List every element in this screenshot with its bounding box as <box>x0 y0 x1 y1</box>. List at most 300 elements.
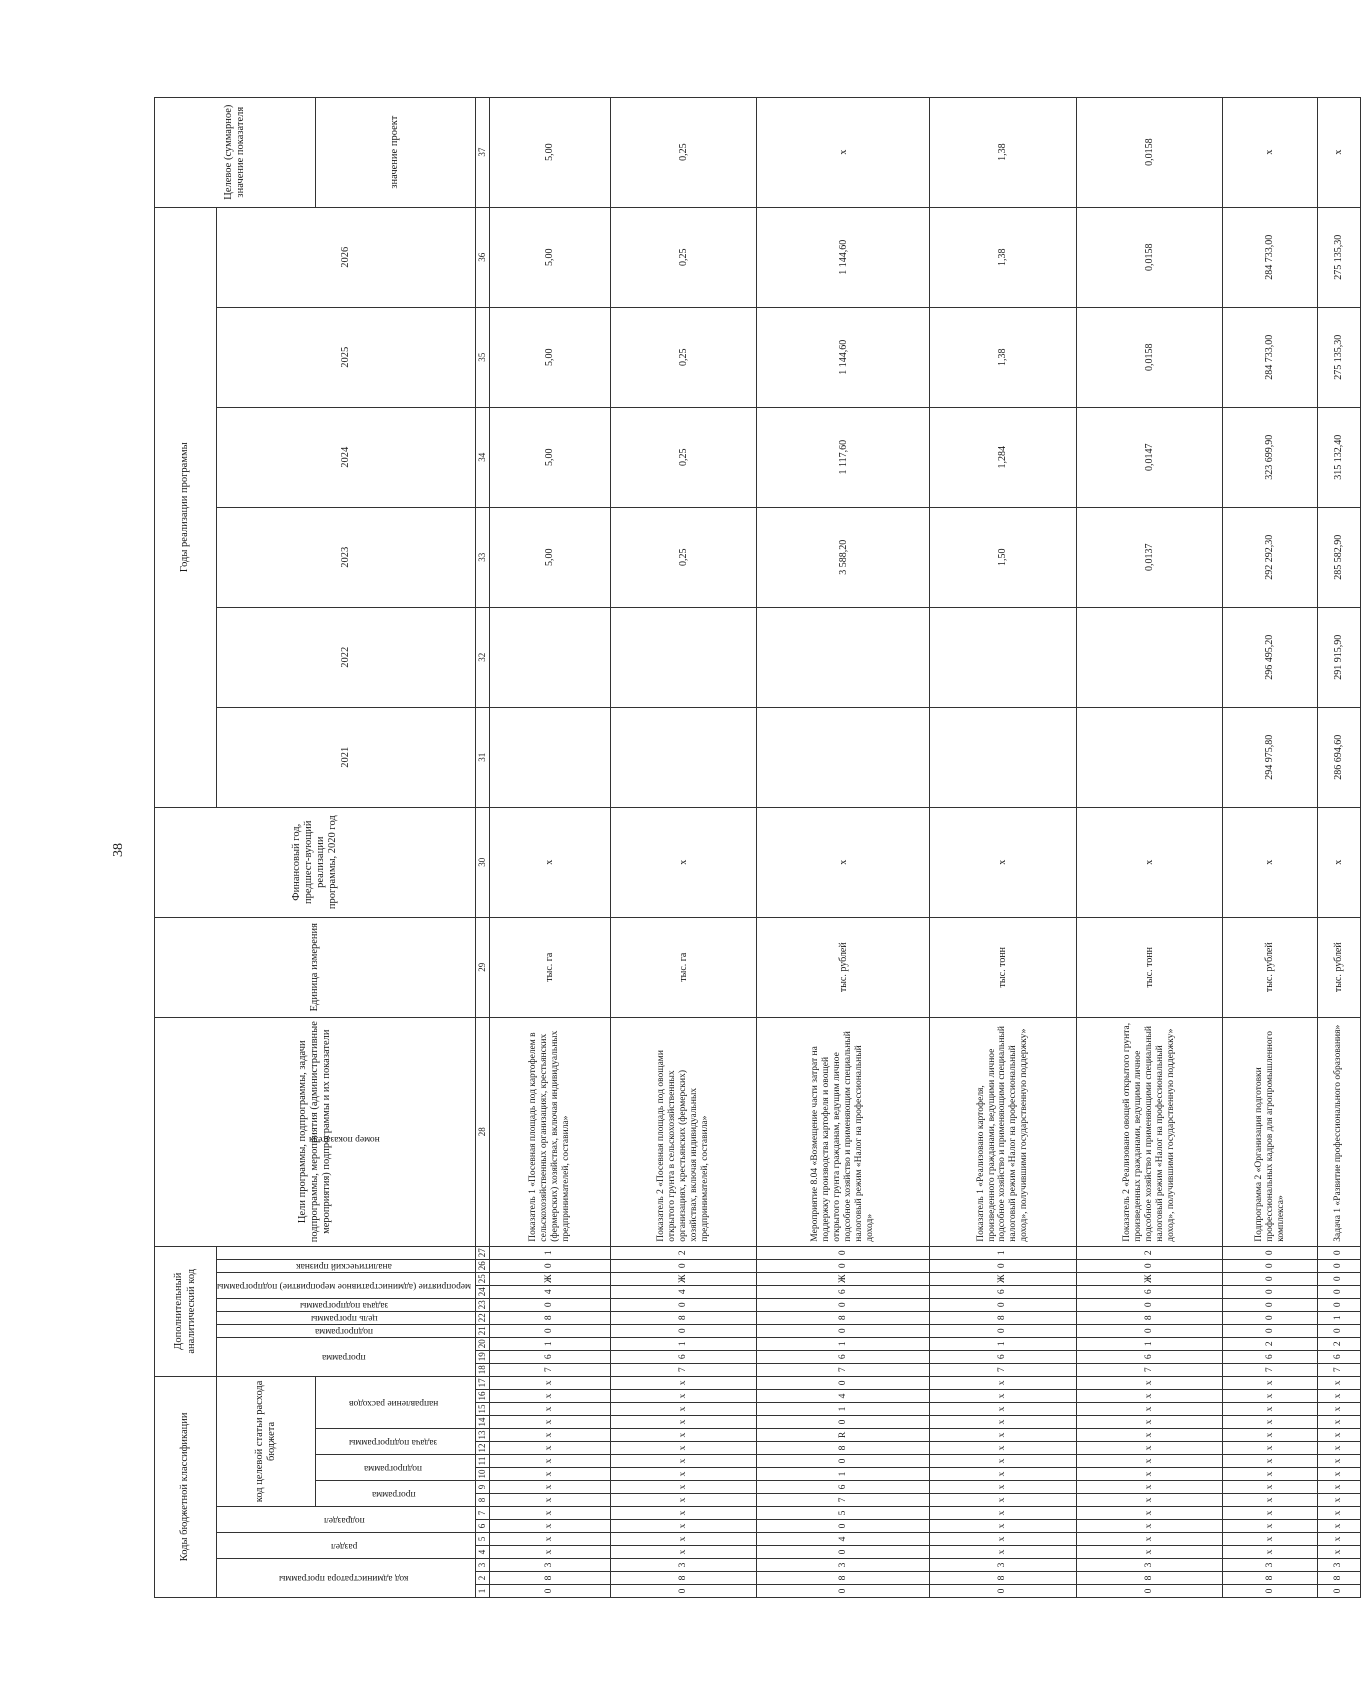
column-index-cell: 21 <box>476 1324 490 1337</box>
value-2025-cell: 275 135,30 <box>1318 307 1361 407</box>
code-cell: x <box>1076 1442 1223 1455</box>
table-body <box>490 97 1361 1597</box>
column-index-cell: 9 <box>476 1481 490 1494</box>
year-2024-header: 2024 <box>217 407 476 507</box>
code-cell: x <box>490 1494 611 1507</box>
column-index-cell: 20 <box>476 1337 490 1350</box>
subsection-header: подраздел <box>217 1507 476 1533</box>
row-name-cell: Задача 1 «Развитие профессионального образования» <box>1318 1017 1361 1246</box>
code-cell: 6 <box>1318 1350 1361 1363</box>
code-cell: x <box>490 1455 611 1468</box>
code-cell: 6 <box>757 1481 930 1494</box>
code-cell: x <box>1076 1403 1223 1416</box>
code-cell: Ж <box>930 1272 1077 1285</box>
years-header: Годы реализации программы <box>155 207 217 807</box>
value-2023-cell: 0,25 <box>610 507 757 607</box>
code-cell: x <box>1318 1481 1361 1494</box>
code-cell: 8 <box>757 1442 930 1455</box>
code-cell: x <box>930 1507 1077 1520</box>
code-cell: 0 <box>757 1416 930 1429</box>
value-2024-cell: 1 117,60 <box>757 407 930 507</box>
code-cell: x <box>930 1520 1077 1533</box>
code-cell: x <box>1076 1520 1223 1533</box>
table-row <box>490 97 611 1597</box>
rotated-table-wrapper <box>154 98 1345 1598</box>
code-cell: x <box>490 1481 611 1494</box>
column-index-cell: 8 <box>476 1494 490 1507</box>
code-cell: x <box>1076 1494 1223 1507</box>
code-cell: x <box>1223 1520 1318 1533</box>
unit-cell: тыс. тонн <box>1076 917 1223 1017</box>
code-cell: x <box>1318 1376 1361 1389</box>
code-cell: 3 <box>1223 1559 1318 1572</box>
code-cell: x <box>1318 1416 1361 1429</box>
code-cell: x <box>930 1494 1077 1507</box>
value-2022-cell: 291 915,90 <box>1318 607 1361 707</box>
code-cell: R <box>757 1429 930 1442</box>
fin-year-header: Финансовый год, предшест-вующий реализации программы, 2020 год <box>155 807 476 917</box>
code-cell: 8 <box>757 1572 930 1585</box>
code-cell: 7 <box>930 1363 1077 1376</box>
code-cell: x <box>1223 1416 1318 1429</box>
column-index-cell: 16 <box>476 1390 490 1403</box>
code-cell: Ж <box>1076 1272 1223 1285</box>
code-cell: x <box>490 1546 611 1559</box>
value-2021-cell <box>757 707 930 807</box>
page-number: 38 <box>111 843 126 857</box>
column-index-row <box>476 97 490 1597</box>
code-cell: 4 <box>757 1533 930 1546</box>
code-cell: 7 <box>610 1363 757 1376</box>
code-cell: 0 <box>757 1298 930 1311</box>
code-cell: x <box>610 1442 757 1455</box>
code-cell: 0 <box>490 1259 611 1272</box>
code-cell: 3 <box>1318 1559 1361 1572</box>
code-cell: x <box>610 1390 757 1403</box>
section-header: раздел <box>217 1533 476 1559</box>
column-index-cell: 27 <box>476 1246 490 1259</box>
code-cell: 8 <box>490 1311 611 1324</box>
code-cell: x <box>610 1546 757 1559</box>
code-cell: 0 <box>490 1298 611 1311</box>
table-row <box>1318 97 1361 1597</box>
code-cell: x <box>1318 1442 1361 1455</box>
code-cell: x <box>490 1468 611 1481</box>
value-2023-cell: 1,50 <box>930 507 1077 607</box>
code-cell: 1 <box>757 1468 930 1481</box>
row-name-cell: Показатель 2 «Посевная площадь под овощами открытого грунта в сельскохозяйственных организациях, крестьянских (фермерских) хозяйствах, включая индивидуальных предпринимателей, составила» <box>610 1017 757 1246</box>
code-cell: x <box>610 1455 757 1468</box>
code-cell: 0 <box>1223 1246 1318 1259</box>
code-cell: x <box>610 1416 757 1429</box>
value-2022-cell <box>490 607 611 707</box>
fin-year-cell: x <box>610 807 757 917</box>
code-cell: x <box>490 1376 611 1389</box>
value-2021-cell <box>490 707 611 807</box>
code-cell: x <box>490 1390 611 1403</box>
table-row <box>1223 97 1318 1597</box>
code-cell: 8 <box>610 1311 757 1324</box>
analytic-sign-header: аналитический признак <box>217 1259 476 1272</box>
code-cell: x <box>1076 1376 1223 1389</box>
dop-subprogram-task-header: задача подпрограммы <box>217 1298 476 1311</box>
code-cell: 8 <box>1223 1572 1318 1585</box>
column-index-cell: 35 <box>476 307 490 407</box>
value-2025-cell: 0,25 <box>610 307 757 407</box>
code-cell: 0 <box>757 1585 930 1598</box>
code-cell: x <box>490 1442 611 1455</box>
target-value-cell: 0,0158 <box>1076 97 1223 207</box>
code-cell: 0 <box>610 1585 757 1598</box>
code-cell: x <box>1223 1390 1318 1403</box>
unit-cell: тыс. га <box>490 917 611 1017</box>
code-cell: 7 <box>757 1494 930 1507</box>
unit-cell: тыс. рублей <box>1223 917 1318 1017</box>
code-cell: 0 <box>1318 1272 1361 1285</box>
row-name-cell: Подпрограмма 2 «Организация подготовки профессиональных кадров для агропромышленного комплекса» <box>1223 1017 1318 1246</box>
code-cell: 3 <box>930 1559 1077 1572</box>
column-index-cell: 26 <box>476 1259 490 1272</box>
table-row <box>1076 97 1223 1597</box>
code-cell: 7 <box>1223 1363 1318 1376</box>
value-2021-cell <box>1076 707 1223 807</box>
value-2022-cell <box>757 607 930 707</box>
row-name-cell: Мероприятие 8.04 «Возмещение части затрат на поддержку производства картофеля и овощей открытого грунта гражданам, ведущим личное подсобное хозяйство и применяющим специальный налоговый режим «Налог на профессиональный доход» <box>757 1017 930 1246</box>
code-cell: 0 <box>1076 1298 1223 1311</box>
expense-direction-header: направление расходов <box>315 1376 475 1428</box>
code-cell: x <box>1318 1429 1361 1442</box>
code-cell: x <box>1318 1507 1361 1520</box>
column-index-cell: 7 <box>476 1507 490 1520</box>
code-cell: 3 <box>1076 1559 1223 1572</box>
code-cell: 8 <box>1076 1572 1223 1585</box>
year-2022-header: 2022 <box>217 607 476 707</box>
code-cell: x <box>610 1481 757 1494</box>
code-cell: 1 <box>757 1403 930 1416</box>
code-cell: 7 <box>1076 1363 1223 1376</box>
target-sub-header: значение проект <box>315 97 475 207</box>
column-index-cell: 3 <box>476 1559 490 1572</box>
code-cell: 6 <box>490 1350 611 1363</box>
code-cell: 0 <box>757 1376 930 1389</box>
code-cell: 4 <box>610 1285 757 1298</box>
code-cell: 6 <box>1223 1350 1318 1363</box>
target-value-cell: 0,25 <box>610 97 757 207</box>
target-value-cell: 5,00 <box>490 97 611 207</box>
code-cell: 0 <box>1318 1285 1361 1298</box>
code-cell: x <box>1076 1468 1223 1481</box>
code-cell: 0 <box>757 1324 930 1337</box>
column-index-cell: 14 <box>476 1416 490 1429</box>
code-cell: 8 <box>610 1572 757 1585</box>
code-cell: x <box>490 1520 611 1533</box>
code-cell: x <box>1318 1494 1361 1507</box>
year-2021-header: 2021 <box>217 707 476 807</box>
table-row <box>757 97 930 1597</box>
column-index-cell: 6 <box>476 1520 490 1533</box>
code-cell: 4 <box>490 1285 611 1298</box>
code-cell: x <box>1076 1507 1223 1520</box>
code-cell: x <box>1076 1533 1223 1546</box>
value-2022-cell: 296 495,20 <box>1223 607 1318 707</box>
column-index-cell: 30 <box>476 807 490 917</box>
target-value-cell: x <box>1223 97 1318 207</box>
value-2026-cell: 1,38 <box>930 207 1077 307</box>
column-index-cell: 24 <box>476 1285 490 1298</box>
code-cell: x <box>610 1429 757 1442</box>
column-index-cell: 2 <box>476 1572 490 1585</box>
code-cell: 0 <box>1076 1259 1223 1272</box>
code-cell: Ж <box>757 1272 930 1285</box>
code-cell: 0 <box>1223 1585 1318 1598</box>
code-cell: 1 <box>930 1246 1077 1259</box>
code-cell: 1 <box>490 1337 611 1350</box>
code-cell: 7 <box>490 1363 611 1376</box>
column-index-cell: 29 <box>476 917 490 1017</box>
value-2023-cell: 292 292,30 <box>1223 507 1318 607</box>
value-2021-cell <box>610 707 757 807</box>
column-index-cell: 1 <box>476 1585 490 1598</box>
fin-year-cell: x <box>1076 807 1223 917</box>
value-2025-cell: 284 733,00 <box>1223 307 1318 407</box>
value-2025-cell: 1 144,60 <box>757 307 930 407</box>
code-cell: 8 <box>757 1311 930 1324</box>
code-cell: x <box>930 1533 1077 1546</box>
subprogram-task-header: задача подпрограммы <box>315 1429 475 1455</box>
code-cell: x <box>930 1403 1077 1416</box>
code-cell: 1 <box>930 1337 1077 1350</box>
code-cell: 0 <box>757 1546 930 1559</box>
row-name-cell: Показатель 2 «Реализовано овощей открытого грунта, произведенных гражданами, ведущими личное подсобное хозяйство и применяющими специальный налоговый режим «Налог на профессиональный доход», получившими государственную поддержку» <box>1076 1017 1223 1246</box>
value-2023-cell: 5,00 <box>490 507 611 607</box>
code-cell: 0 <box>1318 1298 1361 1311</box>
code-cell: x <box>1076 1546 1223 1559</box>
value-2024-cell: 5,00 <box>490 407 611 507</box>
year-2023-header: 2023 <box>217 507 476 607</box>
code-cell: 0 <box>930 1298 1077 1311</box>
code-cell: x <box>930 1546 1077 1559</box>
code-cell: 0 <box>1223 1311 1318 1324</box>
code-cell: 0 <box>610 1259 757 1272</box>
value-2025-cell: 0,0158 <box>1076 307 1223 407</box>
column-index-cell: 31 <box>476 707 490 807</box>
code-cell: x <box>1076 1455 1223 1468</box>
code-cell: 2 <box>610 1246 757 1259</box>
code-cell: 1 <box>757 1337 930 1350</box>
column-index-cell: 4 <box>476 1546 490 1559</box>
column-index-cell: 5 <box>476 1533 490 1546</box>
code-cell: x <box>490 1507 611 1520</box>
code-cell: 7 <box>757 1363 930 1376</box>
code-cell: 8 <box>930 1572 1077 1585</box>
value-2025-cell: 5,00 <box>490 307 611 407</box>
code-cell: 0 <box>610 1298 757 1311</box>
code-cell: 3 <box>610 1559 757 1572</box>
code-cell: x <box>1223 1481 1318 1494</box>
code-cell: 6 <box>610 1350 757 1363</box>
value-2026-cell: 284 733,00 <box>1223 207 1318 307</box>
column-index-cell: 36 <box>476 207 490 307</box>
column-index-cell: 11 <box>476 1455 490 1468</box>
code-cell: 4 <box>757 1390 930 1403</box>
code-cell: 0 <box>930 1259 1077 1272</box>
value-2026-cell: 0,25 <box>610 207 757 307</box>
unit-cell: тыс. тонн <box>930 917 1077 1017</box>
code-cell: x <box>490 1533 611 1546</box>
target-value-cell: x <box>757 97 930 207</box>
code-cell: 6 <box>757 1285 930 1298</box>
value-2022-cell <box>930 607 1077 707</box>
column-index-cell: 18 <box>476 1363 490 1376</box>
code-cell: x <box>1223 1376 1318 1389</box>
code-cell: 0 <box>930 1585 1077 1598</box>
code-cell: 3 <box>490 1559 611 1572</box>
fin-year-cell: x <box>1223 807 1318 917</box>
code-cell: x <box>610 1376 757 1389</box>
code-cell: x <box>1223 1455 1318 1468</box>
code-cell: x <box>490 1416 611 1429</box>
column-index-cell: 15 <box>476 1403 490 1416</box>
value-2023-cell: 285 582,90 <box>1318 507 1361 607</box>
unit-header: Единица измерения <box>155 917 476 1017</box>
code-cell: x <box>610 1533 757 1546</box>
code-cell: 0 <box>490 1324 611 1337</box>
column-index-cell: 10 <box>476 1468 490 1481</box>
indicator-number-header: номер показателя <box>217 1017 476 1259</box>
code-cell: 8 <box>1076 1311 1223 1324</box>
fin-year-cell: x <box>490 807 611 917</box>
value-2024-cell: 315 132,40 <box>1318 407 1361 507</box>
column-index-cell: 17 <box>476 1376 490 1389</box>
value-2023-cell: 0,0137 <box>1076 507 1223 607</box>
code-cell: x <box>1076 1390 1223 1403</box>
code-cell: 0 <box>757 1246 930 1259</box>
code-cell: 0 <box>1318 1324 1361 1337</box>
column-index-cell: 32 <box>476 607 490 707</box>
column-index-cell: 12 <box>476 1442 490 1455</box>
code-cell: 0 <box>1318 1259 1361 1272</box>
column-index-cell: 23 <box>476 1298 490 1311</box>
code-cell: x <box>930 1416 1077 1429</box>
table-row <box>610 97 757 1597</box>
value-2021-cell: 286 694,60 <box>1318 707 1361 807</box>
fin-year-cell: x <box>1318 807 1361 917</box>
column-index-cell: 33 <box>476 507 490 607</box>
code-cell: x <box>930 1468 1077 1481</box>
code-cell: x <box>1318 1533 1361 1546</box>
column-index-cell: 19 <box>476 1350 490 1363</box>
code-cell: x <box>1223 1442 1318 1455</box>
extra-code-header: Дополнительный аналитический код <box>155 1246 217 1376</box>
code-cell: 5 <box>757 1507 930 1520</box>
code-cell: 0 <box>1223 1324 1318 1337</box>
event-header: мероприятие (административное мероприятие) подпрограммы <box>217 1272 476 1298</box>
year-2025-header: 2025 <box>217 307 476 407</box>
code-cell: x <box>1076 1481 1223 1494</box>
code-cell: 6 <box>930 1285 1077 1298</box>
column-index-cell: 22 <box>476 1311 490 1324</box>
code-cell: x <box>930 1442 1077 1455</box>
unit-cell: тыс. га <box>610 917 757 1017</box>
table-row <box>930 97 1077 1597</box>
code-cell: 0 <box>1223 1298 1318 1311</box>
value-2026-cell: 0,0158 <box>1076 207 1223 307</box>
code-cell: x <box>930 1390 1077 1403</box>
dop-program-header: программа <box>217 1337 476 1376</box>
value-2023-cell: 3 588,20 <box>757 507 930 607</box>
target-value-cell: 1,38 <box>930 97 1077 207</box>
code-cell: 0 <box>1318 1585 1361 1598</box>
fin-year-cell: x <box>930 807 1077 917</box>
code-cell: 0 <box>757 1259 930 1272</box>
code-cell: x <box>1318 1468 1361 1481</box>
code-cell: 8 <box>1318 1572 1361 1585</box>
fin-year-cell: x <box>757 807 930 917</box>
column-index-cell: 13 <box>476 1429 490 1442</box>
code-cell: x <box>1223 1546 1318 1559</box>
code-cell: x <box>930 1481 1077 1494</box>
code-cell: x <box>610 1468 757 1481</box>
code-cell: x <box>930 1429 1077 1442</box>
value-2022-cell <box>610 607 757 707</box>
code-cell: 1 <box>490 1246 611 1259</box>
value-2026-cell: 275 135,30 <box>1318 207 1361 307</box>
code-cell: 2 <box>1318 1337 1361 1350</box>
row-name-cell: Показатель 1 «Посевная площадь под картофелем в сельскохозяйственных организациях, крестьянских (фермерских) хозяйствах, включая индивидуальных предпринимателей, составила» <box>490 1017 611 1246</box>
value-2024-cell: 0,0147 <box>1076 407 1223 507</box>
code-cell: 6 <box>1076 1285 1223 1298</box>
value-2026-cell: 5,00 <box>490 207 611 307</box>
code-cell: x <box>1318 1403 1361 1416</box>
column-index-cell: 25 <box>476 1272 490 1285</box>
code-cell: x <box>610 1507 757 1520</box>
value-2026-cell: 1 144,60 <box>757 207 930 307</box>
column-index-cell: 28 <box>476 1017 490 1246</box>
unit-cell: тыс. рублей <box>1318 917 1361 1017</box>
value-2024-cell: 323 699,90 <box>1223 407 1318 507</box>
code-cell: 1 <box>610 1337 757 1350</box>
code-cell: x <box>1318 1455 1361 1468</box>
code-cell: 6 <box>1076 1350 1223 1363</box>
target-item-header: код целевой статьи расхода бюджета <box>217 1376 316 1506</box>
row-name-cell: Показатель 1 «Реализовано картофеля, произведенного гражданами, ведущими личное подсобное хозяйство и применяющими специальный налоговый режим «Налог на профессиональный доход», получившими государственную поддержку» <box>930 1017 1077 1246</box>
code-cell: 0 <box>1223 1259 1318 1272</box>
code-cell: 0 <box>1076 1585 1223 1598</box>
program-header: программа <box>315 1481 475 1507</box>
code-cell: 0 <box>1223 1285 1318 1298</box>
target-header: Целевое (суммарное) значение показателя <box>155 97 316 207</box>
code-cell: x <box>1076 1429 1223 1442</box>
year-2026-header: 2026 <box>217 207 476 307</box>
code-cell: 1 <box>1318 1311 1361 1324</box>
code-cell: Ж <box>610 1272 757 1285</box>
code-cell: x <box>1223 1507 1318 1520</box>
unit-cell: тыс. рублей <box>757 917 930 1017</box>
value-2024-cell: 1,284 <box>930 407 1077 507</box>
code-cell: 8 <box>930 1311 1077 1324</box>
code-cell: 0 <box>757 1520 930 1533</box>
code-cell: x <box>1318 1390 1361 1403</box>
program-table <box>154 97 1361 1598</box>
value-2021-cell <box>930 707 1077 807</box>
code-cell: 1 <box>1076 1337 1223 1350</box>
code-cell: x <box>490 1429 611 1442</box>
admin-code-header: код администратора программы <box>217 1559 476 1598</box>
code-cell: 3 <box>757 1559 930 1572</box>
code-cell: x <box>610 1403 757 1416</box>
code-cell: 0 <box>1076 1324 1223 1337</box>
dop-subprogram-header: подпрограмма <box>217 1324 476 1337</box>
